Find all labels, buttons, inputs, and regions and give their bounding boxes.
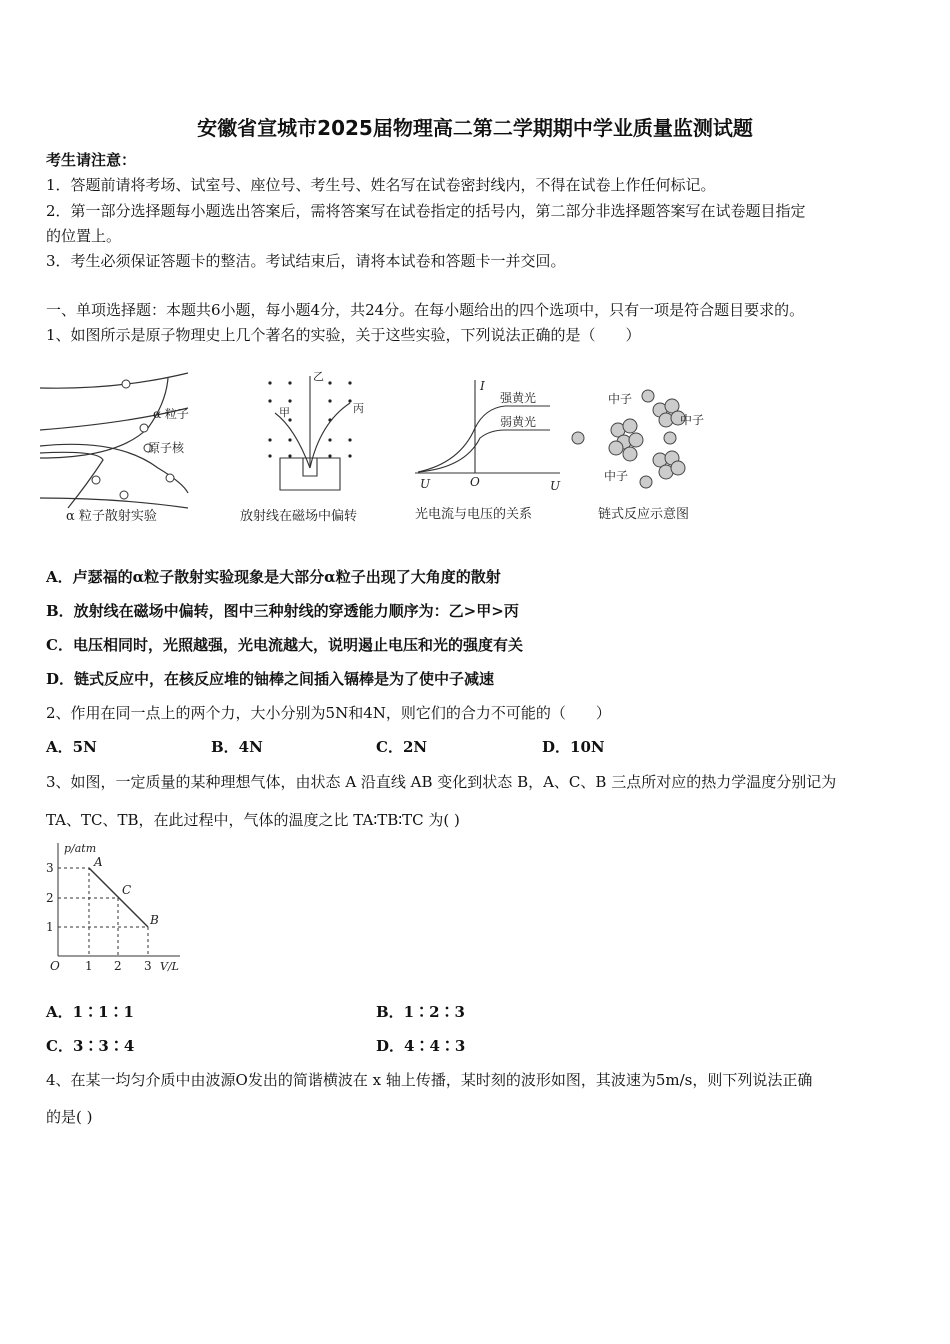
alpha-particle-label: α 粒子 [153,407,189,421]
figure-caption: α 粒子散射实验 [66,509,157,524]
y-tick: 2 [46,891,54,905]
x-tick: 3 [144,959,152,973]
x-tick: 1 [85,959,93,973]
y-axis-label: p/atm [64,842,97,855]
notice-item: 3．考生必须保证答题卡的整洁。考试结束后，请将本试卷和答题卡一并交回。 [46,252,566,270]
nucleus-label: 原子核 [148,441,185,455]
question-1-stem: 1、如图所示是原子物理史上几个著名的实验，关于这些实验，下列说法正确的是（ ） [46,326,641,344]
question-2-stem: 2、作用在同一点上的两个力，大小分别为5N和4N，则它们的合力不可能的（ ） [46,704,611,722]
q2-option-b: B．4N [211,738,263,756]
strong-light-label: 强黄光 [500,391,537,405]
question-3-stem: 3、如图，一定质量的某种理想气体，由状态 A 沿直线 AB 变化到状态 B，A、C、B 三点所对应的热力学温度分别记为 [46,773,837,791]
figure-caption: 放射线在磁场中偏转 [240,509,358,524]
q3-option-c: C．3∶3∶4 [46,1037,135,1055]
q3-option-a: A．1∶1∶1 [46,1003,134,1021]
pv-graph [40,838,190,978]
page-title: 安徽省宣城市2025届物理高二第二学期期中学业质量监测试题 [197,116,753,140]
y-tick: 3 [46,861,54,875]
chain-reaction-figure [568,368,718,528]
q1-option-d: D．链式反应中，在核反应堆的铀棒之间插入镉棒是为了使中子减速 [46,670,495,688]
q1-option-a: A．卢瑟福的α粒子散射实验现象是大部分α粒子出现了大角度的散射 [46,568,501,586]
x-tick: 2 [114,959,122,973]
figure-caption: 链式反应示意图 [598,507,690,522]
bing-label: 丙 [353,402,364,415]
neutron-label: 中子 [604,469,629,483]
q1-option-b: B．放射线在磁场中偏转，图中三种射线的穿透能力顺序为：乙>甲>丙 [46,602,519,620]
q2-option-c: C．2N [376,738,428,756]
point-A-label: A [94,855,103,869]
q3-option-b: B．1∶2∶3 [376,1003,465,1021]
question-4-stem-cont: 的是( ) [46,1108,93,1126]
axis-I-label: I [480,379,485,393]
origin-label: O [50,959,60,973]
q2-option-a: A．5N [46,738,97,756]
Uc-label: U [420,477,431,491]
figure-caption: 光电流与电压的关系 [415,507,533,522]
notice-item: 的位置上。 [46,227,122,245]
y-tick: 1 [46,920,54,934]
alpha-scattering-figure [38,368,213,528]
q2-option-d: D．10N [542,738,605,756]
point-B-label: B [150,913,159,927]
question-3-stem-cont: TA、TC、TB，在此过程中，气体的温度之比 TA∶TB∶TC 为( ) [46,811,460,829]
notice-item: 1．答题前请将考场、试室号、座位号、考生号、姓名写在试卷密封线内，不得在试卷上作任何标记。 [46,176,716,194]
axis-U-label: U [550,479,561,493]
x-axis-label: V/L [160,960,179,973]
notice-heading: 考生请注意： [46,151,137,169]
point-C-label: C [122,883,132,897]
question-4-stem: 4、在某一均匀介质中由波源O发出的简谐横波在 x 轴上传播，某时刻的波形如图，其波速为5m/s，则下列说法正确 [46,1071,813,1089]
neutron-label: 中子 [680,413,705,427]
q3-option-d: D．4∶4∶3 [376,1037,466,1055]
jia-label: 甲 [279,406,290,419]
photocurrent-figure [410,368,570,528]
radiation-deflection-figure [235,368,385,528]
q1-option-c: C．电压相同时，光照越强，光电流越大，说明遏止电压和光的强度有关 [46,636,523,654]
yi-label: 乙 [313,370,324,383]
origin-label: O [470,475,480,489]
neutron-label: 中子 [608,392,633,406]
weak-light-label: 弱黄光 [500,415,537,429]
section-heading: 一、单项选择题：本题共6小题，每小题4分，共24分。在每小题给出的四个选项中，只有一项是符合题目要求的。 [46,301,805,319]
notice-item: 2．第一部分选择题每小题选出答案后，需将答案写在试卷指定的括号内，第二部分非选择题答案写在试卷题目指定 [46,202,806,220]
